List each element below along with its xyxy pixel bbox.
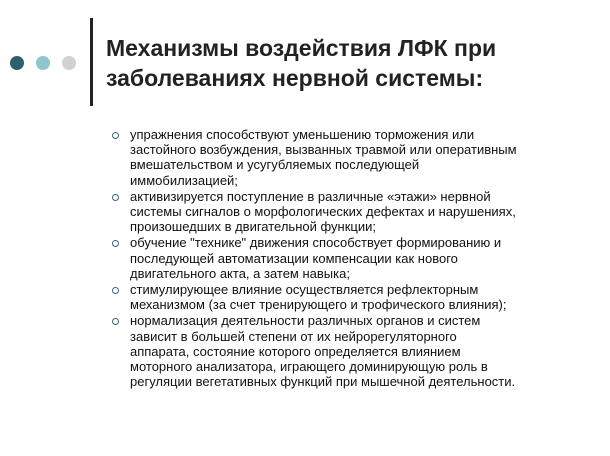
bullet-text-line: аппарата, состояние которого определяется влиянием <box>130 343 461 359</box>
bullet-text-line: механизмом (за счет тренирующего и трофического влияния); <box>130 297 507 313</box>
decorative-dots <box>10 56 80 72</box>
bullet-text-line: моторного анализатора, играющего доминирующую роль в <box>130 359 488 375</box>
bullet-text-line: обучение "технике" движения способствует формированию и <box>130 235 502 251</box>
slide-title-line: Механизмы воздействия ЛФК при <box>106 35 497 61</box>
bullet-text-line: регуляции вегетативных функций при мышечной деятельности. <box>130 374 516 390</box>
dot-dark-teal <box>10 56 24 70</box>
bullet-text-line: стимулирующее влияние осуществляется рефлекторным <box>130 282 479 298</box>
bullet-text-line: застойного возбуждения, вызванных травмой или оперативным <box>130 142 517 158</box>
bullet-circle-icon <box>112 318 119 325</box>
bullet-text-line: упражнения способствуют уменьшению торможения или <box>130 127 475 142</box>
bullet-text-line: двигательного акта, а затем навыка; <box>130 265 350 281</box>
bullet-item <box>108 189 588 235</box>
dot-gray <box>62 56 76 70</box>
bullet-circle-icon <box>112 194 119 201</box>
dot-light-teal <box>36 56 50 70</box>
bullet-text-line: произошедших в двигательной функции; <box>130 219 376 235</box>
bullet-text-line: зависит в большей степени от их нейрорегуляторного <box>130 328 457 344</box>
bullet-text-line: системы сигналов о морфологических дефектах и нарушениях, <box>130 204 516 220</box>
bullet-text-line: иммобилизацией; <box>130 172 238 188</box>
title-divider <box>90 18 93 106</box>
bullet-text-line: последующей автоматизации компенсации как нового <box>130 250 458 266</box>
bullet-circle-icon <box>112 132 119 139</box>
slide-title <box>106 33 586 93</box>
slide-title-line: заболеваниях нервной системы: <box>106 65 484 91</box>
bullet-text-line: активизируется поступление в различные «этажи» нервной <box>130 188 491 204</box>
bullet-item <box>108 313 588 389</box>
bullet-item <box>108 127 588 188</box>
bullet-text-line: нормализация деятельности различных органов и систем <box>130 313 481 329</box>
bullet-text-line: вмешательством и усугубляемых последующей <box>130 157 420 173</box>
bullet-circle-icon <box>112 240 119 247</box>
bullet-circle-icon <box>112 287 119 294</box>
bullet-list <box>108 127 588 390</box>
bullet-item <box>108 235 588 281</box>
bullet-item <box>108 282 588 312</box>
